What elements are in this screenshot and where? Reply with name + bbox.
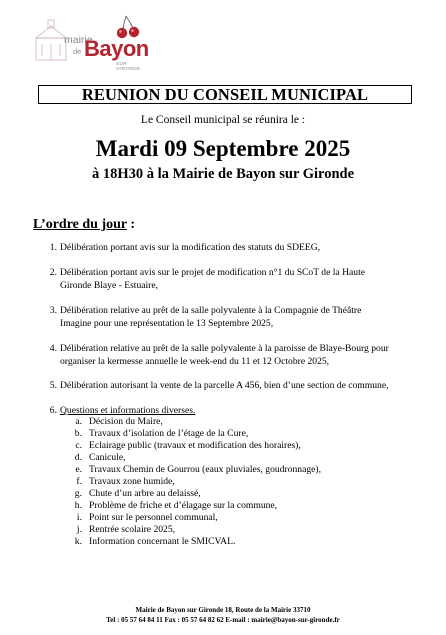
- subitem-letter: d.: [74, 452, 82, 463]
- subitem-letter: i.: [76, 512, 82, 523]
- subitem-text: Décision du Maire,: [89, 416, 163, 427]
- subitem-letter: f.: [76, 476, 82, 487]
- subitem-text: Rentrée scolaire 2025,: [89, 524, 176, 535]
- agenda-item-line: Imagine pour une représentation le 13 Septembre 2025,: [60, 318, 274, 329]
- agenda-subitem: [74, 452, 126, 464]
- agenda-item: [49, 342, 426, 368]
- subitem-letter: e.: [75, 464, 82, 475]
- agenda-item: [49, 304, 426, 330]
- agenda-subitem: [75, 464, 321, 476]
- meeting-subtitle: Le Conseil municipal se réunira le :: [140, 114, 306, 126]
- agenda-heading-colon: :: [126, 217, 136, 232]
- logo-de-text: de: [73, 47, 82, 56]
- subitem-letter: a.: [75, 416, 82, 427]
- agenda-item: [49, 379, 426, 392]
- subitem-letter: j.: [76, 524, 82, 535]
- agenda-item-line: Délibération relative au prêt de la salle polyvalente à la Compagnie de Théâtre: [60, 305, 362, 316]
- agenda-item-number: 3.: [49, 305, 57, 316]
- footer-address: Mairie de Bayon sur Gironde 18, Route de la Mairie 33710: [135, 606, 311, 614]
- agenda-item-line: Gironde Blaye - Estuaire,: [60, 280, 159, 291]
- agenda-item-number: 5.: [49, 380, 57, 391]
- subitem-text: Eclairage public (travaux et modification des horaires),: [89, 440, 301, 451]
- agenda-item-line: Questions et informations diverses.: [60, 405, 196, 416]
- meeting-date: Mardi 09 Septembre 2025: [95, 136, 351, 161]
- subitem-text: Information concernant le SMICVAL.: [89, 536, 236, 547]
- agenda-subitem: [74, 428, 249, 440]
- footer-contact: Tel : 05 57 64 84 11 Fax : 05 57 64 82 62 E-mail : mairie@bayon-sur-gironde.fr: [106, 616, 340, 624]
- agenda-item: [49, 241, 426, 254]
- logo-tagline-text: SUR GIRONDE: [116, 62, 141, 72]
- subitem-text: Chute d’un arbre au delaissé,: [89, 488, 201, 499]
- subitem-letter: b.: [74, 428, 82, 439]
- agenda-subitem: [75, 440, 301, 452]
- agenda-item-line: Délibération relative au prêt de la salle polyvalente à la paroisse de Blaye-Bourg pour: [60, 343, 389, 354]
- subitem-letter: c.: [75, 440, 82, 451]
- meeting-place: à 18H30 à la Mairie de Bayon sur Gironde: [91, 166, 355, 182]
- agenda-heading-text: L’ordre du jour: [33, 217, 127, 232]
- agenda-item-number: 6.: [49, 405, 57, 416]
- agenda-subitem: [74, 488, 201, 500]
- agenda-item-line: Délibération portant avis sur le projet de modification n°1 du SCoT de la Haute: [60, 267, 365, 278]
- logo-mairie-text: mairie: [64, 34, 93, 46]
- subitem-text: Problème de friche et d’élagage sur la commune,: [89, 500, 278, 511]
- agenda-item-number: 2.: [49, 267, 57, 278]
- subitem-letter: g.: [74, 488, 82, 499]
- agenda-subitem: [76, 476, 175, 488]
- subitem-text: Point sur le personnel communal,: [89, 512, 218, 523]
- agenda-item-line: Délibération portant avis sur la modification des statuts du SDEEG,: [60, 242, 321, 253]
- agenda-heading: [33, 217, 135, 233]
- agenda-item-number: 4.: [49, 343, 57, 354]
- agenda-subitem: [76, 524, 176, 536]
- agenda-item: [49, 266, 426, 292]
- agenda-item-number: 1.: [49, 242, 57, 253]
- mairie-logo: [34, 12, 149, 74]
- logo-town-text: Bayon: [84, 36, 149, 61]
- subitem-text: Travaux Chemin de Gourrou (eaux pluviales, goudronnage),: [89, 464, 321, 475]
- subitem-text: Travaux d’isolation de l’étage de la Cure,: [89, 428, 249, 439]
- agenda-subitem: [75, 416, 163, 428]
- subitem-letter: h.: [74, 500, 82, 511]
- agenda-subitem: [74, 500, 278, 512]
- subitem-text: Canicule,: [89, 452, 126, 463]
- agenda-item-line: organiser la kermesse annuelle le week-end du 11 et 12 Octobre 2025,: [60, 356, 330, 367]
- agenda-subitem: [74, 536, 236, 548]
- agenda-subitem: [76, 512, 218, 524]
- agenda-item-line: Délibération autorisant la vente de la parcelle A 456, bien d’une section de commune,: [60, 380, 389, 391]
- subitem-letter: k.: [74, 536, 82, 547]
- meeting-title: REUNION DU CONSEIL MUNICIPAL: [38, 85, 412, 104]
- subitem-text: Travaux zone humide,: [89, 476, 175, 487]
